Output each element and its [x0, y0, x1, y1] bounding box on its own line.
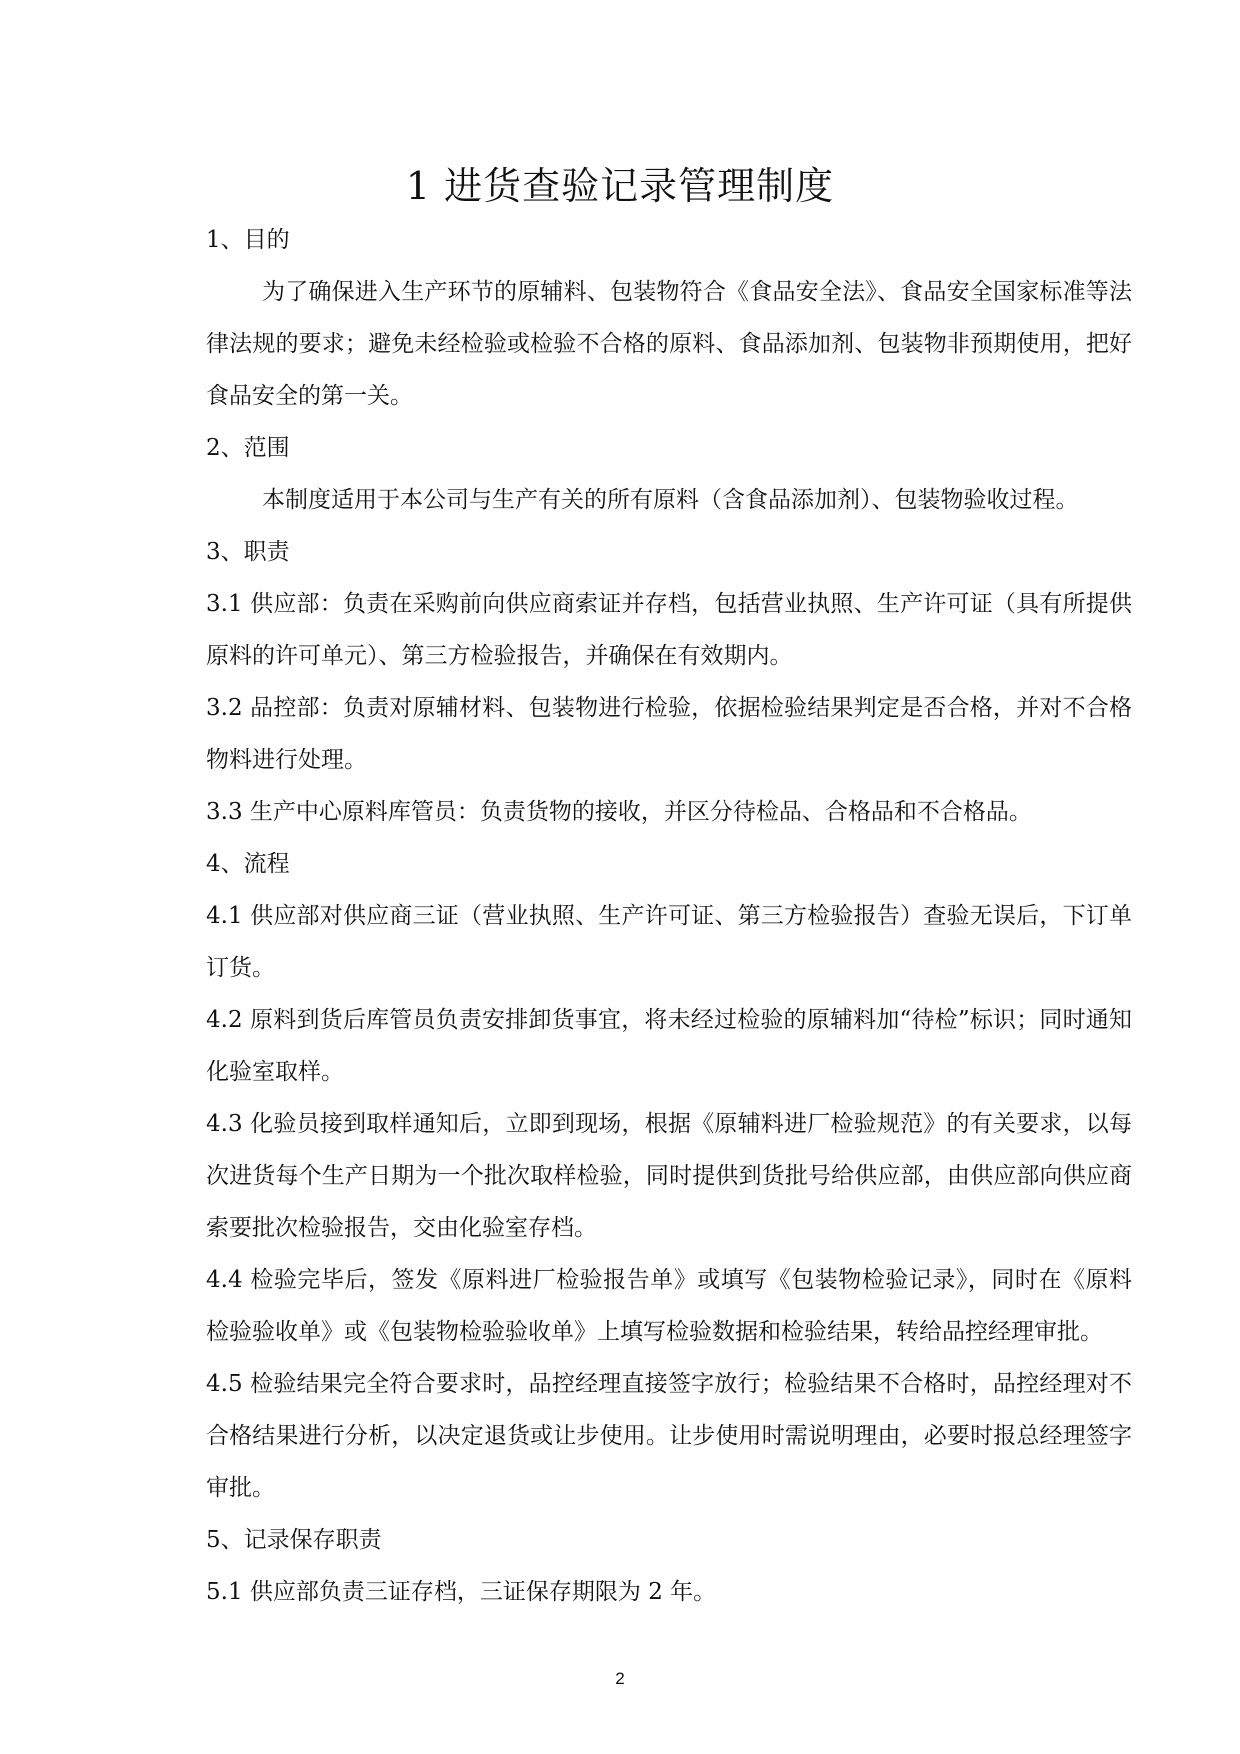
section-heading-process: 4、流程 [206, 851, 290, 877]
document-title: 1 进货查验记录管理制度 [405, 164, 835, 208]
paragraph-3-3: 3.3 生产中心原料库管员：负责货物的接收，并区分待检品、合格品和不合格品。 [206, 799, 1032, 825]
section-heading-purpose: 1、目的 [206, 227, 290, 253]
paragraph-4-3: 4.3 化验员接到取样通知后，立即到现场，根据《原辅料进厂检验规范》的有关要求，以每次进货每个生产日期为一个批次取样检验，同时提供到货批号给供应部，由供应部向供应商索要批次检验报告，交由化验室存档。 [206, 1111, 1132, 1241]
paragraph-3-1: 3.1 供应部：负责在采购前向供应商索证并存档，包括营业执照、生产许可证（具有所提供原料的许可单元）、第三方检验报告，并确保在有效期内。 [206, 591, 1132, 669]
paragraph-4-2: 4.2 原料到货后库管员负责安排卸货事宜，将未经过检验的原辅料加“待检”标识；同时通知化验室取样。 [206, 1007, 1132, 1085]
section-heading-responsibilities: 3、职责 [206, 539, 290, 565]
section-heading-records: 5、记录保存职责 [206, 1527, 382, 1553]
paragraph-4-4: 4.4 检验完毕后，签发《原料进厂检验报告单》或填写《包装物检验记录》，同时在《原料检验验收单》或《包装物检验验收单》上填写检验数据和检验结果，转给品控经理审批。 [206, 1267, 1132, 1345]
section-heading-scope: 2、范围 [206, 435, 290, 461]
paragraph-4-5: 4.5 检验结果完全符合要求时，品控经理直接签字放行；检验结果不合格时，品控经理对不合格结果进行分析，以决定退货或让步使用。让步使用时需说明理由，必要时报总经理签字审批。 [206, 1371, 1132, 1501]
page-number: 2 [615, 1669, 625, 1688]
paragraph-purpose: 为了确保进入生产环节的原辅料、包装物符合《食品安全法》、食品安全国家标准等法律法规的要求；避免未经检验或检验不合格的原料、食品添加剂、包装物非预期使用，把好食品安全的第一关。 [206, 279, 1132, 409]
paragraph-3-2: 3.2 品控部：负责对原辅材料、包装物进行检验，依据检验结果判定是否合格，并对不合格物料进行处理。 [206, 695, 1132, 773]
paragraph-scope: 本制度适用于本公司与生产有关的所有原料（含食品添加剂）、包装物验收过程。 [262, 487, 1079, 513]
paragraph-4-1: 4.1 供应部对供应商三证（营业执照、生产许可证、第三方检验报告）查验无误后，下订单订货。 [206, 903, 1132, 981]
document-body [206, 214, 1132, 1618]
paragraph-5-1: 5.1 供应部负责三证存档，三证保存期限为 2 年。 [206, 1579, 717, 1605]
